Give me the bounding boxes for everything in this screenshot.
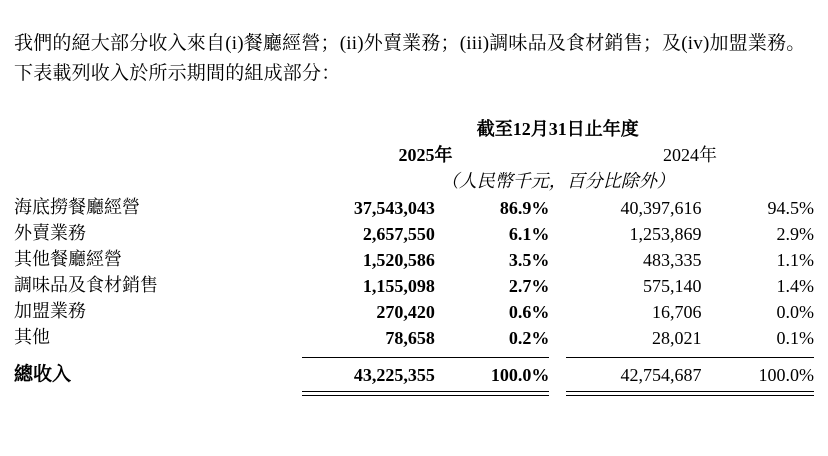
double-rule-spacer-cell: [14, 386, 302, 396]
row-pct-current: 0.2%: [508, 328, 550, 348]
header-row-units: [14, 167, 814, 193]
row-value-previous: 16,706: [651, 302, 702, 322]
double-rule-under-pct-current: [435, 386, 550, 396]
row-pct-previous: 0.0%: [776, 302, 814, 322]
row-value-current: 1,155,098: [362, 276, 435, 296]
header-period-label: 截至12月31日止年度: [476, 119, 639, 139]
row-pct-previous: 1.4%: [776, 276, 814, 296]
row-gap-cell: [549, 271, 566, 297]
table-row: [14, 271, 814, 297]
table-header: [14, 115, 814, 193]
row-label: 其他餐廳經營: [14, 249, 122, 269]
row-label: 海底撈餐廳經營: [14, 197, 140, 217]
total-pct-previous: 100.0%: [758, 365, 814, 385]
row-pct-previous: 2.9%: [776, 224, 814, 244]
row-value-current: 1,520,586: [362, 250, 435, 270]
row-value-current: 78,658: [385, 328, 435, 348]
header-row-period: [14, 115, 814, 141]
row-pct-current: 3.5%: [508, 250, 550, 270]
rule-spacer-cell: [14, 349, 302, 359]
total-value-previous: 42,754,687: [620, 365, 702, 385]
rule-under-value-current: [302, 349, 435, 359]
row-pct-current: 2.7%: [508, 276, 550, 296]
row-value-current: 37,543,043: [353, 198, 435, 218]
table-body: [14, 193, 814, 396]
row-gap-cell: [549, 219, 566, 245]
header-row-years: [14, 141, 814, 167]
total-value-current: 43,225,355: [353, 365, 435, 385]
row-gap-cell: [549, 323, 566, 349]
rule-under-pct-current: [435, 349, 550, 359]
row-label: 其他: [14, 327, 50, 347]
row-label: 外賣業務: [14, 223, 86, 243]
total-double-rule-row: [14, 386, 814, 396]
row-pct-current: 0.6%: [508, 302, 550, 322]
revenue-breakdown-table: [14, 115, 814, 396]
rule-under-value-previous: [566, 349, 701, 359]
rule-gap-cell: [549, 349, 566, 359]
header-spacer-cell: [14, 115, 302, 141]
header-spacer-cell-2: [14, 141, 302, 167]
table-row: [14, 297, 814, 323]
total-row: [14, 359, 814, 386]
total-label: 總收入: [14, 364, 72, 385]
row-value-previous: 575,140: [642, 276, 702, 296]
row-pct-previous: 0.1%: [776, 328, 814, 348]
double-rule-gap-cell: [549, 386, 566, 396]
double-rule-under-pct-previous: [701, 386, 814, 396]
table-row: [14, 245, 814, 271]
header-gap-cell: [549, 141, 566, 167]
header-year-previous: 2024年: [663, 145, 718, 165]
row-value-current: 2,657,550: [362, 224, 435, 244]
row-gap-cell: [549, 193, 566, 219]
table-row: [14, 193, 814, 219]
double-rule-under-value-previous: [566, 386, 701, 396]
total-pct-current: 100.0%: [490, 365, 550, 385]
table-row: [14, 219, 814, 245]
rule-under-pct-previous: [701, 349, 814, 359]
row-value-previous: 28,021: [651, 328, 702, 348]
row-value-previous: 1,253,869: [629, 224, 702, 244]
intro-paragraph: 我們的絕大部分收入來自(i)餐廳經營；(ii)外賣業務；(iii)調味品及食材銷售；及(iv)加盟業務。下表載列收入於所示期間的組成部分：: [14, 33, 806, 84]
row-gap-cell: [549, 245, 566, 271]
row-value-current: 270,420: [376, 302, 435, 322]
row-gap-cell: [549, 297, 566, 323]
subtotal-rule-row: [14, 349, 814, 359]
row-label: 加盟業務: [14, 301, 86, 321]
header-spacer-cell-3: [14, 167, 302, 193]
row-pct-previous: 1.1%: [776, 250, 814, 270]
header-year-current: 2025年: [398, 145, 453, 165]
row-value-previous: 40,397,616: [620, 198, 702, 218]
table-row: [14, 323, 814, 349]
total-gap-cell: [549, 359, 566, 386]
row-value-previous: 483,335: [642, 250, 702, 270]
row-pct-current: 6.1%: [508, 224, 550, 244]
header-units-note: （人民幣千元，百分比除外）: [440, 171, 675, 191]
double-rule-under-value-current: [302, 386, 435, 396]
row-pct-current: 86.9%: [499, 198, 550, 218]
row-label: 調味品及食材銷售: [14, 275, 158, 295]
row-pct-previous: 94.5%: [767, 198, 814, 218]
